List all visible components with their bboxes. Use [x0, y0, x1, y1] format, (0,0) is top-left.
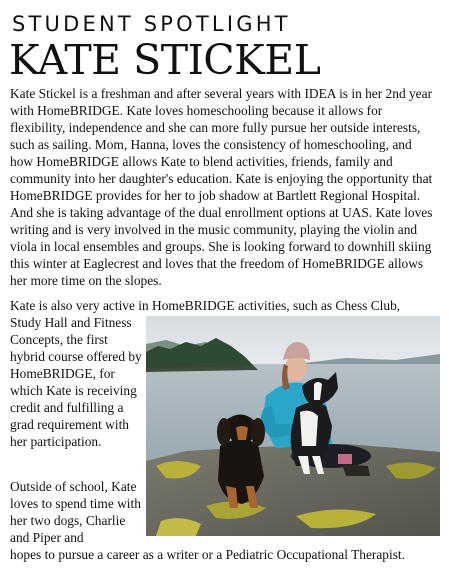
photo-small-dog-muzzle [236, 426, 248, 440]
photo-small-dog-ear-right [251, 418, 265, 446]
photo-collie-chest [300, 411, 318, 446]
photo-person-face [285, 355, 307, 381]
photo-small-dog-ear-left [217, 418, 231, 446]
hobbies-paragraph-wrapped: Outside of school, Kate loves to spend time with her two dogs, Charlie and Piper and [10, 479, 141, 545]
hobbies-paragraph-full-width: hopes to pursue a career as a writer or a Pediatric Occupational Therapist. [10, 547, 405, 562]
section-kicker: STUDENT SPOTLIGHT [12, 12, 291, 36]
student-photo [146, 316, 440, 536]
activities-paragraph-line1: Kate is also very active in HomeBRIDGE activities, such as Chess Club, [10, 298, 401, 313]
intro-paragraph: Kate Stickel is a freshman and after several years with IDEA is in her 2nd year with HomeBRIDGE. Kate loves homeschooling because it allows for flexibility, independence and she can more fully pursue her outside interests, such as sailing. Mom, Hanna, loves the consistency of homeschooling, and how HomeBRIDGE allows Kate to blend activities, friends, family and community into her daughter's education. Kate is enjoying the opportunity that HomeBRIDGE provides for her to job shadow at Bartlett Regional Hospital. And she is taking advantage of the dual enrollment options at UAS. Kate loves writing and is very involved in the music community, playing the violin and viola in local ensembles and groups. She is looking forward to downhill skiing this winter at Eaglecrest and loves that the freedom of HomeBRIDGE allows her more time on the slopes. [10, 86, 433, 288]
student-name-headline: KATE STICKEL [9, 36, 321, 84]
photo-person-sock [338, 454, 352, 464]
activities-paragraph-continued: Study Hall and Fitness Concepts, the first hybrid course offered by HomeBRIDGE, for which Kate is receiving credit and fulfilling a grad requirement with her participation. [10, 315, 142, 449]
